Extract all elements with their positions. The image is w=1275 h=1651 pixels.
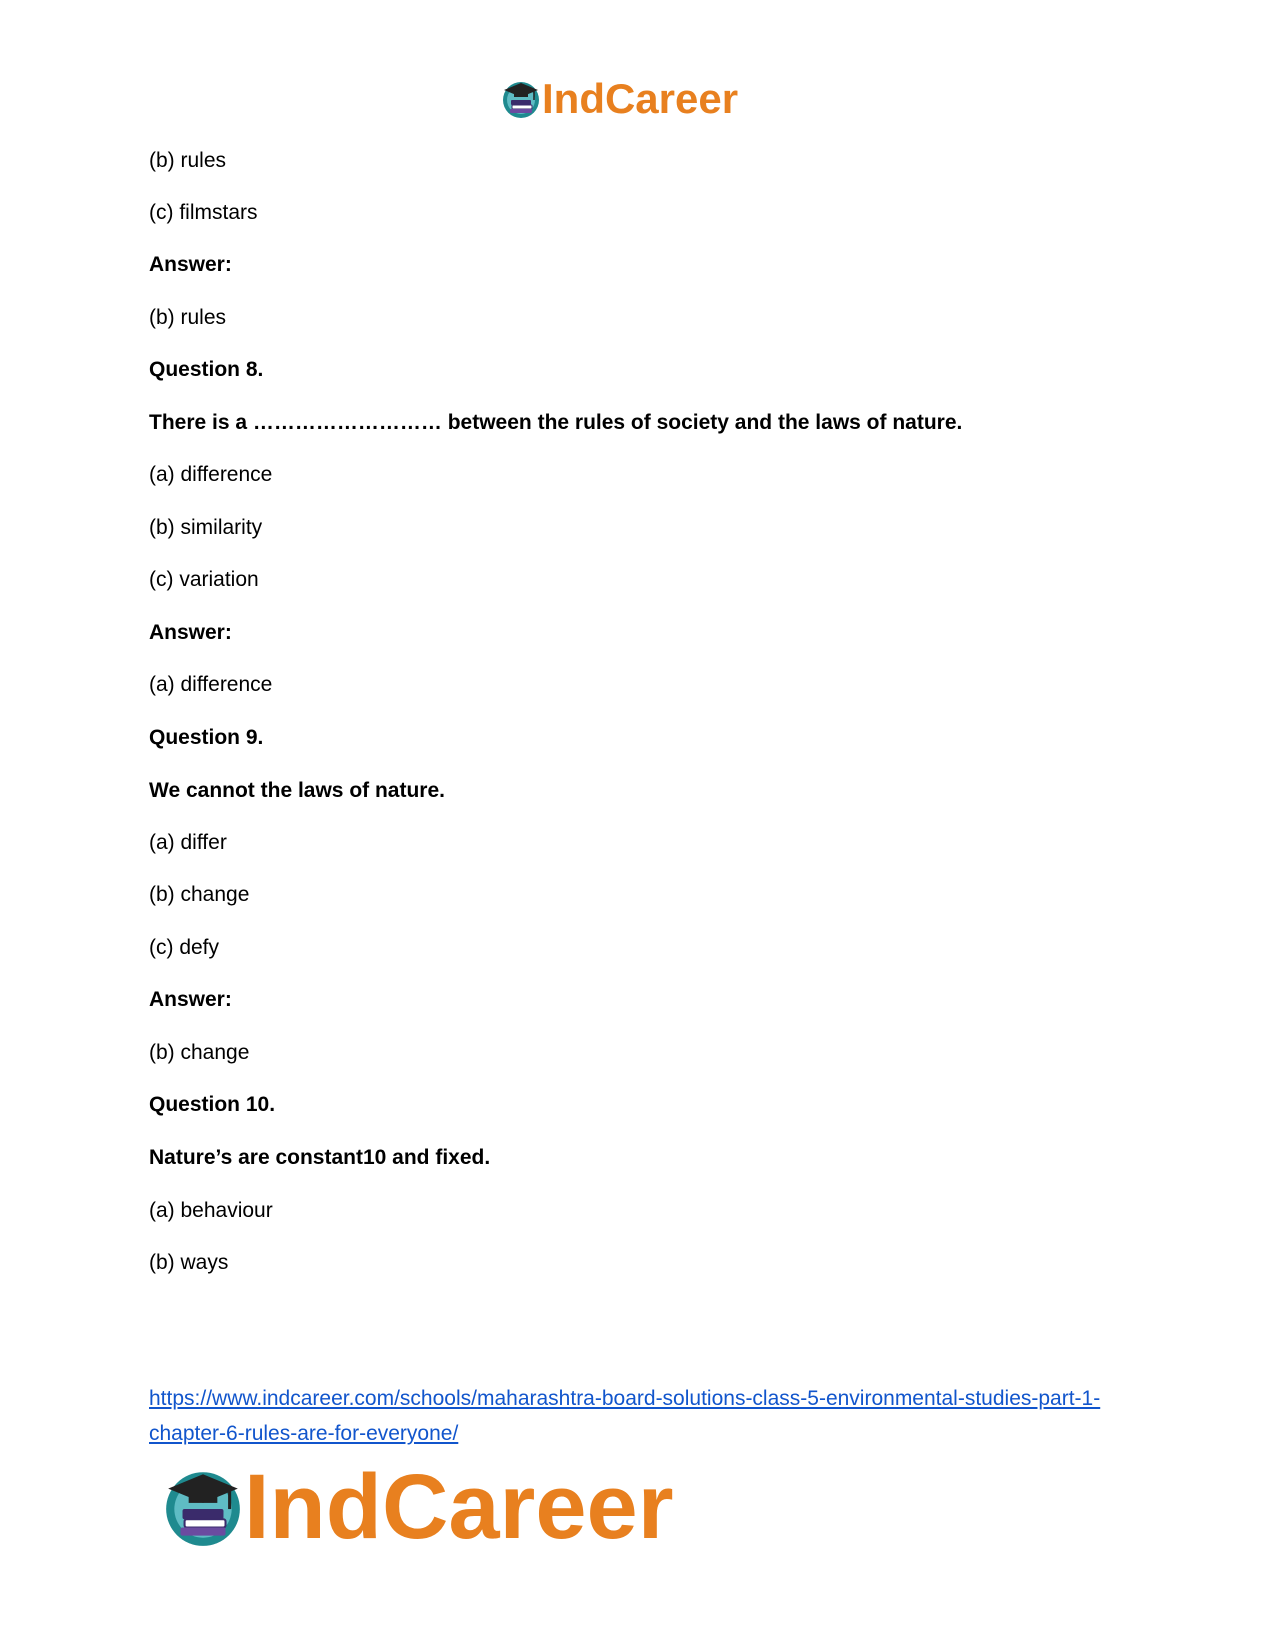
answer-text: (a) difference	[149, 673, 273, 696]
logo-text: IndCareer	[542, 75, 739, 122]
option-text: (c) filmstars	[149, 201, 258, 224]
source-link-block	[149, 1381, 1139, 1451]
option-text: (b) rules	[149, 149, 227, 172]
question-heading: Question 8.	[149, 358, 264, 381]
answer-text: (b) rules	[149, 306, 227, 329]
source-link[interactable]: https://www.indcareer.com/schools/maharashtra-board-solutions-class-5-environmental-studies-part-1-chapter-6-rules-are-for-everyone/	[149, 1387, 1101, 1445]
answer-label: Answer:	[149, 621, 232, 644]
question-text: There is a ……………………… between the rules of society and the laws of nature.	[149, 411, 963, 434]
option-text: (c) variation	[149, 568, 259, 591]
question-heading: Question 9.	[149, 726, 264, 749]
logo-text: IndCareer	[244, 1456, 674, 1558]
question-heading: Question 10.	[149, 1093, 276, 1116]
option-text: (a) behaviour	[149, 1199, 273, 1222]
header-logo	[500, 75, 739, 122]
answer-label: Answer:	[149, 988, 232, 1011]
footer-logo	[160, 1456, 674, 1558]
answer-text: (b) change	[149, 1041, 250, 1064]
answer-label: Answer:	[149, 253, 232, 276]
option-text: (a) difference	[149, 463, 273, 486]
option-text: (a) differ	[149, 831, 227, 854]
graduation-globe-icon	[160, 1464, 246, 1550]
option-text: (b) change	[149, 883, 250, 906]
option-text: (b) ways	[149, 1251, 229, 1274]
question-text: Nature’s are constant10 and fixed.	[149, 1146, 491, 1169]
option-text: (b) similarity	[149, 516, 263, 539]
question-text: We cannot the laws of nature.	[149, 779, 445, 802]
graduation-globe-icon	[500, 78, 542, 120]
option-text: (c) defy	[149, 936, 220, 959]
